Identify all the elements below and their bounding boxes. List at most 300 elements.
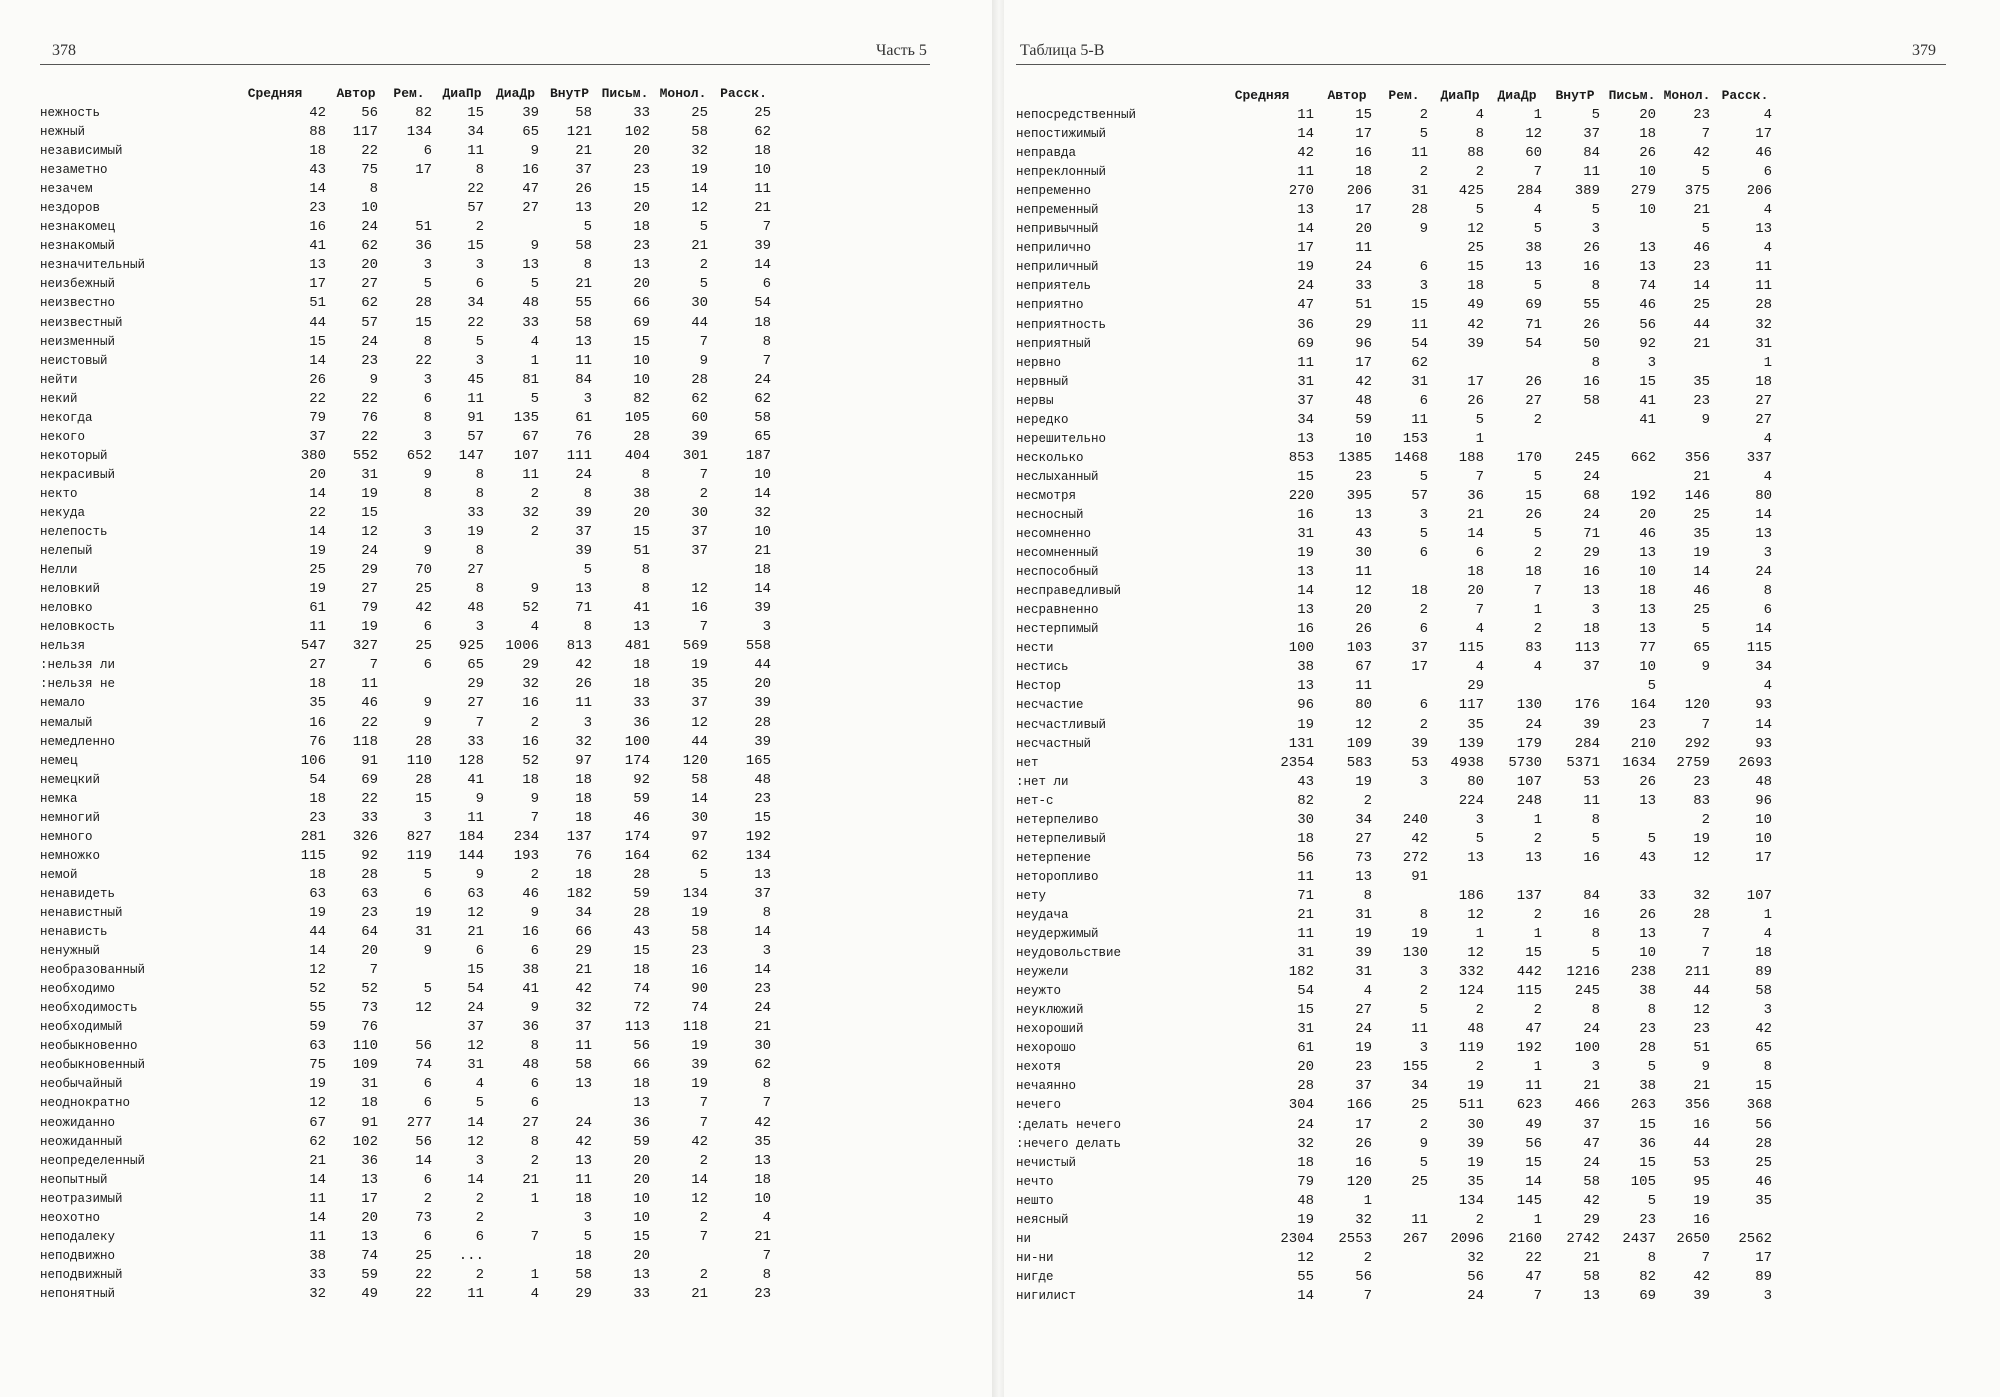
frequency-cell: 117 <box>352 124 378 141</box>
table-row <box>1016 335 1776 354</box>
frequency-cell: 19 <box>1297 716 1314 733</box>
frequency-cell: 4 <box>1763 107 1772 124</box>
frequency-cell: 18 <box>309 790 326 807</box>
frequency-cell: 107 <box>1516 773 1542 790</box>
frequency-cell: 26 <box>1583 240 1600 257</box>
frequency-cell: 9 <box>423 943 432 960</box>
frequency-cell: 15 <box>1297 1002 1314 1019</box>
frequency-cell: 12 <box>1467 906 1484 923</box>
frequency-cell: 26 <box>1525 507 1542 523</box>
frequency-cell: 13 <box>1755 221 1772 238</box>
frequency-cell: 92 <box>361 847 378 864</box>
frequency-cell: 16 <box>522 733 539 750</box>
frequency-cell: 15 <box>361 505 378 521</box>
frequency-cell: 13 <box>1525 259 1542 276</box>
table-row <box>1016 887 1776 906</box>
frequency-cell: 20 <box>361 1209 378 1226</box>
frequency-cell: 21 <box>309 1152 326 1169</box>
word-cell: неотразимый <box>40 1191 123 1206</box>
word-cell: ни-ни <box>1016 1250 1054 1265</box>
frequency-cell: 23 <box>309 809 326 826</box>
frequency-cell: 17 <box>415 162 432 179</box>
frequency-cell: 31 <box>1297 1021 1314 1038</box>
frequency-cell: 95 <box>1693 1173 1710 1190</box>
frequency-cell: 8 <box>1475 126 1484 143</box>
frequency-cell: 248 <box>1516 792 1542 809</box>
frequency-cell: 62 <box>1411 354 1428 371</box>
frequency-cell: 3 <box>423 371 432 388</box>
frequency-cell: 2553 <box>1338 1230 1372 1247</box>
frequency-cell: 2 <box>699 1209 708 1226</box>
frequency-cell: 91 <box>361 752 378 769</box>
table-row <box>40 123 775 142</box>
frequency-cell: 28 <box>361 866 378 883</box>
frequency-cell: 72 <box>633 1000 650 1017</box>
frequency-cell: 4 <box>1763 678 1772 695</box>
table-row <box>40 275 775 294</box>
frequency-cell: 2 <box>423 1190 432 1207</box>
frequency-cell: 15 <box>1411 297 1428 314</box>
frequency-cell: 9 <box>423 466 432 483</box>
frequency-cell: 284 <box>1574 735 1600 752</box>
frequency-cell: 22 <box>309 390 326 407</box>
frequency-cell: 17 <box>309 276 326 293</box>
frequency-cell: 10 <box>754 1190 771 1207</box>
word-cell: непонятный <box>40 1286 116 1301</box>
frequency-cell: 23 <box>361 352 378 369</box>
frequency-cell: 3 <box>583 1209 592 1226</box>
frequency-cell: 93 <box>1755 697 1772 714</box>
frequency-cell: 5 <box>530 390 539 407</box>
frequency-cell: 63 <box>467 885 484 902</box>
frequency-cell: 6 <box>1763 602 1772 619</box>
table-row <box>1016 716 1776 735</box>
frequency-cell: 16 <box>691 600 708 617</box>
frequency-cell: 19 <box>1297 545 1314 562</box>
table-row <box>1016 1287 1776 1306</box>
frequency-cell: 224 <box>1458 792 1484 809</box>
table-row <box>1016 925 1776 944</box>
frequency-cell: 238 <box>1630 964 1656 981</box>
frequency-cell <box>1660 677 1714 696</box>
table-row <box>1016 1058 1776 1077</box>
frequency-cell: 74 <box>415 1057 432 1074</box>
word-cell: некоторый <box>40 448 108 463</box>
frequency-cell: 37 <box>1583 1116 1600 1133</box>
frequency-cell: 19 <box>361 485 378 502</box>
frequency-cell: 25 <box>1693 297 1710 314</box>
frequency-cell: 27 <box>1355 830 1372 847</box>
frequency-cell: 13 <box>1639 259 1656 276</box>
frequency-cell: 5 <box>583 1228 592 1245</box>
frequency-cell: 137 <box>566 828 592 845</box>
word-cell: непосредственный <box>1016 108 1137 123</box>
frequency-cell: 46 <box>1639 526 1656 543</box>
frequency-cell: 583 <box>1346 754 1372 771</box>
frequency-cell: 29 <box>575 1285 592 1302</box>
frequency-cell: 662 <box>1630 449 1656 466</box>
table-row <box>1016 316 1776 335</box>
frequency-cell: 90 <box>691 981 708 998</box>
frequency-cell: 48 <box>1297 1192 1314 1209</box>
frequency-cell: 19 <box>691 657 708 674</box>
frequency-cell: 9 <box>530 238 539 255</box>
frequency-cell: 27 <box>1355 1002 1372 1019</box>
word-cell: неужто <box>1016 984 1062 999</box>
frequency-cell: 16 <box>1583 849 1600 866</box>
frequency-cell: 17 <box>1467 373 1484 390</box>
frequency-cell: 7 <box>1533 1287 1542 1304</box>
frequency-cell: 41 <box>633 600 650 617</box>
frequency-cell: 39 <box>754 695 771 712</box>
column-header: Автор <box>336 85 376 101</box>
frequency-cell: 13 <box>575 581 592 598</box>
frequency-cell: 65 <box>1693 640 1710 657</box>
frequency-cell: 20 <box>1467 583 1484 600</box>
frequency-cell: 34 <box>467 124 484 141</box>
frequency-cell: 113 <box>624 1019 650 1036</box>
frequency-cell: 4 <box>1763 240 1772 257</box>
frequency-cell: 1 <box>1533 1211 1542 1228</box>
frequency-cell: 56 <box>1755 1116 1772 1133</box>
frequency-cell: 31 <box>361 1076 378 1093</box>
frequency-cell: 24 <box>1583 468 1600 485</box>
frequency-cell: 10 <box>1639 164 1656 181</box>
frequency-cell: 5 <box>1591 202 1600 219</box>
column-header: ВнутР <box>549 85 589 101</box>
table-row <box>40 504 775 523</box>
word-cell: Нестор <box>1016 679 1062 694</box>
frequency-cell: 11 <box>1411 411 1428 428</box>
frequency-cell: 14 <box>309 485 326 502</box>
word-cell: :нечего делать <box>1016 1136 1122 1151</box>
frequency-cell: 186 <box>1458 887 1484 904</box>
frequency-cell: 32 <box>522 505 539 521</box>
table-row <box>1016 239 1776 258</box>
left-frequency-table <box>40 82 775 1304</box>
frequency-cell: 547 <box>300 638 326 655</box>
frequency-cell: 5 <box>1647 1059 1656 1076</box>
frequency-cell: 38 <box>633 485 650 502</box>
word-cell: неприятность <box>1016 317 1107 332</box>
frequency-cell: 7 <box>1701 126 1710 143</box>
word-cell: нечистый <box>1016 1155 1077 1170</box>
frequency-cell: 8 <box>641 562 650 579</box>
word-cell: нетерпение <box>1016 850 1092 865</box>
word-cell: неторопливо <box>1016 869 1099 884</box>
frequency-cell: 2 <box>530 1152 539 1169</box>
frequency-cell: 39 <box>1467 335 1484 352</box>
frequency-cell: 51 <box>1355 297 1372 314</box>
frequency-cell: 2759 <box>1676 754 1710 771</box>
frequency-cell: 79 <box>361 600 378 617</box>
column-header: Письм. <box>601 85 649 101</box>
frequency-cell: 102 <box>352 1133 378 1150</box>
frequency-cell: 8 <box>641 581 650 598</box>
frequency-cell <box>1660 354 1714 373</box>
frequency-cell: 284 <box>1516 183 1542 200</box>
column-header: ДиаДр <box>495 85 535 101</box>
frequency-cell: 34 <box>1755 659 1772 676</box>
frequency-cell: 66 <box>575 924 592 941</box>
table-row <box>1016 125 1776 144</box>
frequency-cell: 15 <box>415 790 432 807</box>
frequency-cell: 35 <box>1467 1173 1484 1190</box>
frequency-cell: 5 <box>699 276 708 293</box>
frequency-cell: 15 <box>467 238 484 255</box>
frequency-cell: 54 <box>309 771 326 788</box>
column-header: ДиаПр <box>442 85 482 101</box>
frequency-cell: 10 <box>1639 564 1656 581</box>
word-cell: нестерпимый <box>1016 622 1099 637</box>
frequency-cell: 146 <box>1684 487 1710 504</box>
frequency-cell <box>488 561 543 580</box>
frequency-cell: 3 <box>1763 1002 1772 1019</box>
frequency-cell: 5 <box>1701 221 1710 238</box>
table-row <box>40 942 775 961</box>
frequency-cell: 210 <box>1630 735 1656 752</box>
frequency-cell: 19 <box>1297 1211 1314 1228</box>
frequency-cell: 184 <box>458 828 484 845</box>
frequency-cell: 27 <box>1755 411 1772 428</box>
column-header: ВнутР <box>1555 87 1595 103</box>
table-row <box>1016 582 1776 601</box>
frequency-cell: 46 <box>361 695 378 712</box>
frequency-cell: 54 <box>1525 335 1542 352</box>
frequency-cell: 102 <box>624 124 650 141</box>
word-cell: неизвестно <box>40 296 116 311</box>
frequency-cell: 8 <box>475 466 484 483</box>
frequency-cell: 174 <box>624 828 650 845</box>
frequency-cell: 25 <box>691 105 708 122</box>
word-cell: необходимость <box>40 1001 138 1016</box>
frequency-cell: 7 <box>762 219 771 236</box>
frequency-cell: 12 <box>467 1133 484 1150</box>
frequency-cell: 134 <box>745 847 771 864</box>
frequency-cell: 281 <box>300 828 326 845</box>
frequency-cell: 15 <box>1467 259 1484 276</box>
column-header: ДиаПр <box>1440 87 1480 103</box>
table-row <box>1016 201 1776 220</box>
frequency-cell: 3 <box>475 619 484 636</box>
frequency-cell: 33 <box>1639 887 1656 904</box>
frequency-cell: 38 <box>1639 983 1656 1000</box>
word-cell: нечаянно <box>1016 1079 1077 1094</box>
frequency-cell: 115 <box>1458 640 1484 657</box>
frequency-cell: 23 <box>1639 1021 1656 1038</box>
frequency-cell: 18 <box>522 771 539 788</box>
word-cell: нигилист <box>1016 1288 1077 1303</box>
frequency-cell: 32 <box>1693 887 1710 904</box>
frequency-cell: 37 <box>309 428 326 445</box>
frequency-cell: 11 <box>467 1285 484 1302</box>
table-row <box>1016 849 1776 868</box>
frequency-cell: 20 <box>633 276 650 293</box>
frequency-cell: 56 <box>415 1038 432 1055</box>
frequency-cell: 20 <box>1355 221 1372 238</box>
column-header: Монол. <box>1663 87 1711 103</box>
frequency-cell: 27 <box>467 695 484 712</box>
table-row <box>40 904 775 923</box>
frequency-cell: 6 <box>423 1228 432 1245</box>
frequency-cell: 623 <box>1516 1097 1542 1114</box>
table-row <box>40 1113 775 1132</box>
word-cell: несносный <box>1016 508 1084 522</box>
frequency-cell: 23 <box>754 981 771 998</box>
table-row <box>1016 773 1776 792</box>
frequency-cell: 43 <box>309 162 326 179</box>
frequency-cell: 2 <box>530 485 539 502</box>
table-row <box>1016 258 1776 277</box>
frequency-cell: 46 <box>522 885 539 902</box>
frequency-cell: 15 <box>1525 487 1542 504</box>
table-row <box>1016 620 1776 639</box>
frequency-cell: 74 <box>361 1247 378 1264</box>
frequency-cell <box>1376 792 1432 811</box>
frequency-cell: 19 <box>1693 545 1710 562</box>
frequency-cell: 164 <box>624 847 650 864</box>
frequency-cell: 22 <box>415 1285 432 1302</box>
table-row <box>1016 601 1776 620</box>
frequency-cell: 20 <box>309 466 326 483</box>
frequency-cell: 11 <box>1525 1078 1542 1095</box>
frequency-cell: 23 <box>1639 1211 1656 1228</box>
frequency-cell: 18 <box>1639 583 1656 600</box>
frequency-cell: 69 <box>361 771 378 788</box>
word-cell: немедленно <box>40 734 116 749</box>
frequency-cell: 119 <box>1458 1040 1484 1057</box>
frequency-cell: 37 <box>691 543 708 560</box>
word-cell: немного <box>40 829 93 844</box>
frequency-cell: 5 <box>423 981 432 998</box>
frequency-cell: 13 <box>361 1171 378 1188</box>
frequency-cell: 18 <box>1297 830 1314 847</box>
frequency-cell: 115 <box>1746 640 1772 657</box>
frequency-cell: 11 <box>1355 564 1372 581</box>
frequency-cell: 7 <box>699 466 708 483</box>
frequency-cell: 57 <box>467 200 484 217</box>
frequency-cell: 67 <box>522 428 539 445</box>
frequency-cell: 21 <box>754 1228 771 1245</box>
frequency-cell: 22 <box>467 181 484 198</box>
frequency-cell <box>1546 430 1604 449</box>
frequency-cell: 61 <box>1297 1040 1314 1057</box>
frequency-cell: 25 <box>754 105 771 122</box>
frequency-cell: 8 <box>1363 887 1372 904</box>
frequency-cell: 28 <box>633 866 650 883</box>
table-row <box>1016 906 1776 925</box>
frequency-cell: 29 <box>1583 1211 1600 1228</box>
word-column-header <box>40 82 220 104</box>
frequency-cell: 69 <box>1639 1287 1656 1304</box>
frequency-cell: 44 <box>754 657 771 674</box>
frequency-cell: 24 <box>1755 564 1772 581</box>
frequency-cell: 4 <box>762 1209 771 1226</box>
frequency-cell: 54 <box>754 295 771 312</box>
frequency-cell <box>1604 468 1660 487</box>
frequency-cell: 13 <box>1297 202 1314 219</box>
frequency-cell: 21 <box>575 962 592 979</box>
frequency-cell: 7 <box>530 809 539 826</box>
frequency-cell: 22 <box>361 790 378 807</box>
frequency-cell: 7 <box>699 1228 708 1245</box>
frequency-cell: 8 <box>423 409 432 426</box>
frequency-cell: 23 <box>633 238 650 255</box>
frequency-cell: 7 <box>369 657 378 674</box>
frequency-cell: 6 <box>1419 259 1428 276</box>
frequency-cell: 11 <box>467 143 484 160</box>
word-cell: некрасивый <box>40 467 116 482</box>
frequency-cell: 56 <box>361 105 378 122</box>
frequency-cell: 16 <box>309 714 326 731</box>
table-row <box>1016 144 1776 163</box>
frequency-cell <box>382 961 436 980</box>
frequency-cell: 22 <box>309 505 326 521</box>
frequency-cell: 13 <box>1297 564 1314 581</box>
frequency-cell: 5 <box>1647 830 1656 847</box>
frequency-cell: 53 <box>1411 754 1428 771</box>
frequency-cell: 2160 <box>1508 1230 1542 1247</box>
frequency-cell: 110 <box>406 752 432 769</box>
frequency-cell: 19 <box>691 1076 708 1093</box>
frequency-cell: 137 <box>1516 887 1542 904</box>
frequency-cell: 25 <box>415 581 432 598</box>
frequency-cell: 368 <box>1746 1097 1772 1114</box>
frequency-cell: 11 <box>1583 164 1600 181</box>
table-row <box>1016 277 1776 296</box>
word-cell: нежный <box>40 125 86 140</box>
frequency-cell: 6 <box>423 657 432 674</box>
frequency-cell: 51 <box>415 219 432 236</box>
frequency-cell: 83 <box>1693 792 1710 809</box>
frequency-cell: 52 <box>522 752 539 769</box>
frequency-cell: 28 <box>691 371 708 388</box>
frequency-cell: 19 <box>1355 773 1372 790</box>
frequency-cell: 12 <box>1467 945 1484 962</box>
word-cell: несравненно <box>1016 603 1099 618</box>
frequency-cell: 48 <box>754 771 771 788</box>
frequency-cell: 57 <box>467 428 484 445</box>
frequency-cell: 5 <box>1533 468 1542 485</box>
table-row <box>1016 696 1776 715</box>
frequency-cell: 26 <box>575 181 592 198</box>
frequency-cell: 58 <box>1583 1268 1600 1285</box>
frequency-cell: 3 <box>423 428 432 445</box>
word-cell: непреклонный <box>1016 165 1107 180</box>
frequency-cell: 3 <box>583 714 592 731</box>
frequency-cell: 31 <box>467 1057 484 1074</box>
frequency-cell: 39 <box>1355 945 1372 962</box>
table-row <box>40 1152 775 1171</box>
frequency-cell: 10 <box>633 352 650 369</box>
frequency-cell: 7 <box>1533 583 1542 600</box>
frequency-cell: 1 <box>530 1190 539 1207</box>
frequency-cell: 1 <box>1533 107 1542 124</box>
frequency-cell: 11 <box>522 466 539 483</box>
word-cell: нету <box>1016 888 1047 903</box>
frequency-cell: 15 <box>1639 1154 1656 1171</box>
frequency-cell: 65 <box>1755 1040 1772 1057</box>
word-cell: нерешительно <box>1016 431 1107 446</box>
frequency-cell: 13 <box>1355 507 1372 523</box>
frequency-cell: 13 <box>633 1095 650 1112</box>
frequency-cell: 4 <box>1763 926 1772 943</box>
frequency-cell: 11 <box>467 809 484 826</box>
frequency-cell: 41 <box>522 981 539 998</box>
frequency-cell: 58 <box>575 238 592 255</box>
frequency-cell: 1 <box>1533 926 1542 943</box>
frequency-cell: 42 <box>691 1133 708 1150</box>
